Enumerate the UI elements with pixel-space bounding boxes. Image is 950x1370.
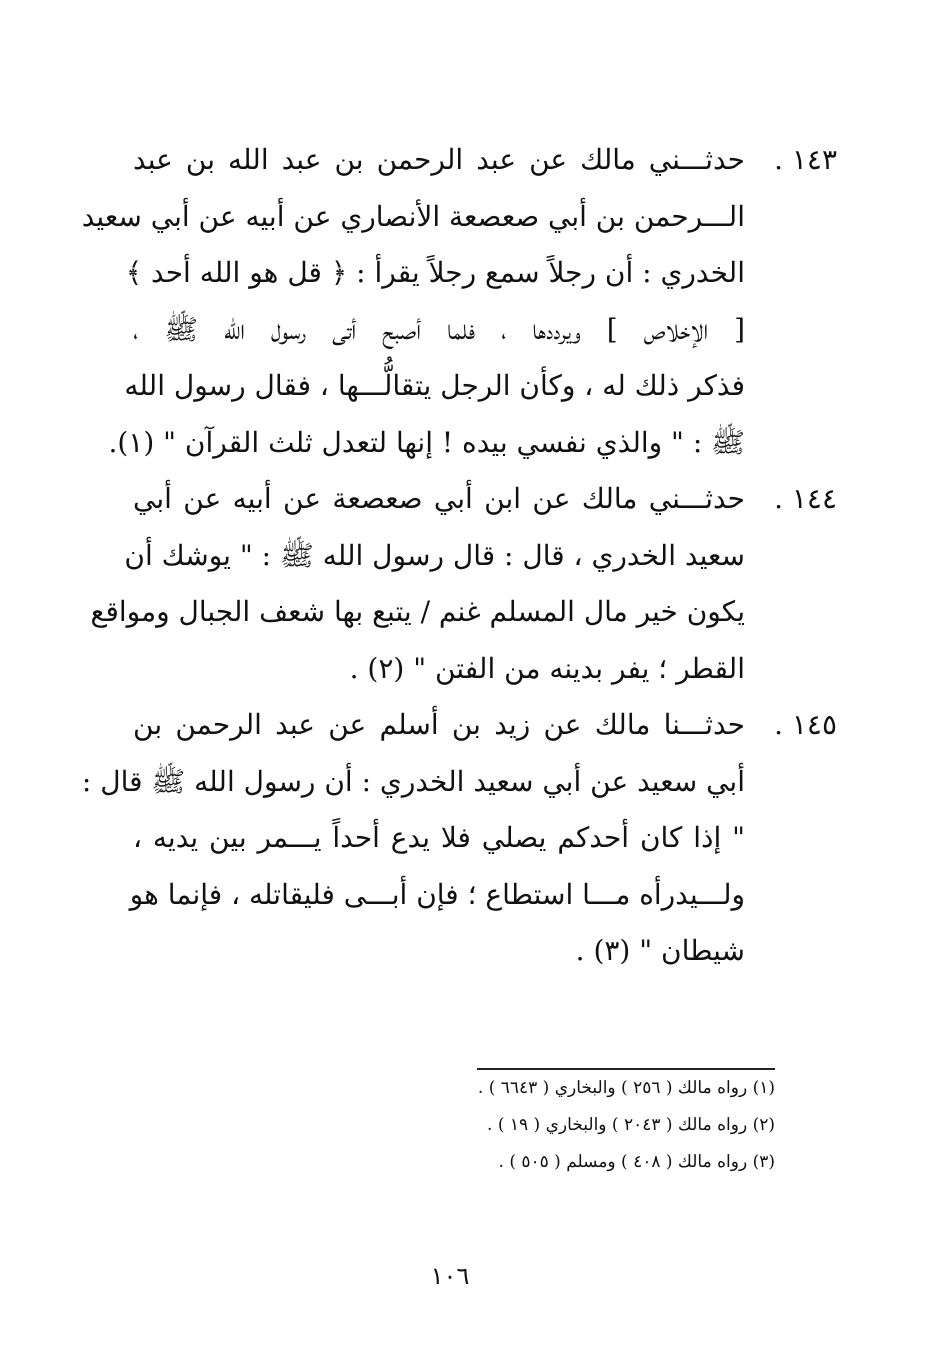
hadith-145-line-5: شيطان " (٣) . [575, 934, 745, 967]
hadith-145-line-2: أبي سعيد عن أبي سعيد الخدري : أن رسول الله ﷺ قال : [81, 764, 745, 798]
hadith-144-line-2: سعيد الخدري ، قال : قال رسول الله ﷺ : " يوشك أن [124, 538, 745, 572]
hadith-144-line-4: القطر ؛ يفر بدينه من الفتن " (٢) . [349, 651, 745, 685]
hadith-line-text: حدثـــني مالك عن ابن أبي صعصعة عن أبيه عن أبي [133, 482, 745, 515]
hadith-144-line-1 [133, 471, 837, 528]
footnotes [175, 1068, 775, 1181]
hadith-143-line-5: فذكر ذلك له ، وكأن الرجل يتقالُّـــها ، فقال رسول الله [124, 369, 745, 402]
footnote-3: (٣) رواه مالك ( ٤٠٨ ) ومسلم ( ٥٠٥ ) . [498, 1152, 775, 1172]
hadith-143-line-6: ﷺ : " والذي نفسي بيده ! إنها لتعدل ثلث القرآن " (١). [108, 425, 745, 459]
hadith-145-line-1 [133, 697, 837, 754]
footnote-2: (٢) رواه مالك ( ٢٠٤٣ ) والبخاري ( ١٩ ) . [487, 1115, 775, 1135]
hadith-line-text: حدثـــني مالك عن عبد الرحمن بن عبد الله بن عبد [133, 143, 745, 176]
hadith-143-line-3: الخدري : أن رجلاً سمع رجلاً يقرأ : ﴿ قل هو الله أحد ﴾ [125, 256, 745, 289]
hadith-144-line-3: يكون خير مال المسلم غنم / يتبع بها شعف الجبال ومواقع [90, 595, 745, 628]
hadith-line-text: حدثـــنا مالك عن زيد بن أسلم عن عبد الرحمن بن [133, 708, 745, 741]
hadith-143-line-1 [133, 132, 837, 189]
hadith-text-block [81, 132, 837, 980]
hadith-145-line-3: " إذا كان أحدكم يصلي فلا يدع أحداً يـــمر بين يديه ، [133, 821, 745, 854]
hadith-145-line-4: ولـــيدرأه مـــا استطاع ؛ فإن أبـــى فليقاتله ، فإنما هو [129, 877, 745, 911]
hadith-143-line-2: الـــرحمن بن أبي صعصعة الأنصاري عن أبيه عن أبي سعيد [81, 199, 745, 233]
hadith-number: ١٤٥ . [774, 708, 837, 741]
footnote-1: (١) رواه مالك ( ٢٥٦ ) والبخاري ( ٦٦٤٣ ) . [477, 1078, 775, 1098]
hadith-143-line-4: [ الإخلاص ] ويرددها ، فلما أصبح أتى رسول الله ﷺ ، [133, 312, 745, 346]
hadith-number: ١٤٤ . [774, 482, 837, 515]
hadith-number: ١٤٣ . [774, 143, 837, 176]
page-number: ١٠٦ [430, 1262, 470, 1290]
